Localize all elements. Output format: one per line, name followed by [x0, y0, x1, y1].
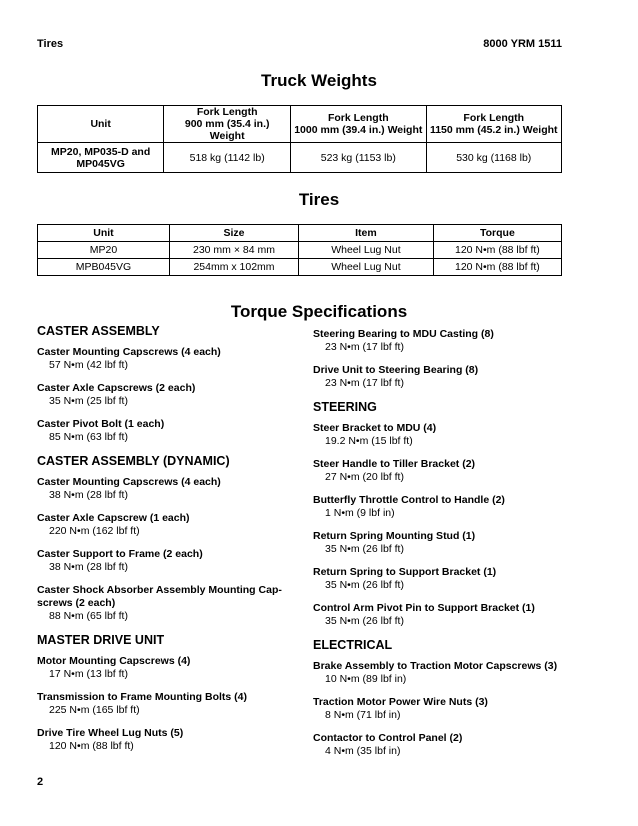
torque-spec-item: [313, 328, 583, 354]
torque-spec-label: [313, 458, 583, 471]
torque-spec-label-line: Return Spring to Support Bracket (1): [313, 566, 497, 578]
tires-cell-torque: 120 N•m (88 lbf ft): [433, 242, 561, 259]
tw-cell-1150: 530 kg (1168 lb): [426, 143, 561, 173]
torque-spec-label: [313, 602, 583, 615]
torque-spec-value: 17 N•m (13 lbf ft): [49, 668, 128, 680]
torque-spec-item: [37, 476, 307, 502]
torque-spec-label: [37, 476, 307, 489]
torque-spec-value: 85 N•m (63 lbf ft): [49, 431, 128, 443]
torque-spec-item: [313, 660, 583, 686]
tw-header-900: Fork Length 900 mm (35.4 in.) Weight: [164, 106, 291, 143]
torque-spec-label: [37, 548, 307, 561]
torque-spec-value: 220 N•m (162 lbf ft): [49, 525, 140, 537]
torque-spec-label-line: Caster Axle Capscrew (1 each): [37, 512, 190, 524]
truck-weights-table: [37, 105, 562, 173]
tw-cell-unit: MP20, MP035-D and MP045VG: [38, 143, 164, 173]
torque-spec-item: [37, 727, 307, 753]
torque-spec-label: [37, 346, 307, 359]
torque-spec-value: 35 N•m (26 lbf ft): [325, 615, 404, 627]
torque-spec-label: [37, 727, 307, 740]
torque-spec-label-line: Caster Mounting Capscrews (4 each): [37, 476, 221, 488]
torque-spec-label: [37, 512, 307, 525]
torque-spec-value: 38 N•m (28 lbf ft): [49, 489, 128, 501]
torque-spec-item: [313, 732, 583, 758]
torque-spec-label-line: Transmission to Frame Mounting Bolts (4): [37, 691, 248, 703]
torque-spec-label: [37, 418, 307, 431]
torque-spec-item: [313, 494, 583, 520]
torque-spec-item: [313, 458, 583, 484]
torque-spec-label-line: Control Arm Pivot Pin to Support Bracket (1): [313, 602, 535, 614]
torque-spec-label-line: Traction Motor Power Wire Nuts (3): [313, 696, 488, 708]
torque-spec-label: [37, 584, 307, 610]
torque-spec-label: [313, 328, 583, 341]
tires-cell-item: Wheel Lug Nut: [299, 242, 434, 259]
tires-cell-unit: MPB045VG: [38, 259, 170, 276]
torque-spec-value: 35 N•m (25 lbf ft): [49, 395, 128, 407]
tires-cell-size: 230 mm × 84 mm: [169, 242, 298, 259]
torque-spec-label-line: Motor Mounting Capscrews (4): [37, 655, 191, 667]
torque-spec-label-line: Caster Support to Frame (2 each): [37, 548, 203, 560]
torque-spec-label: [37, 382, 307, 395]
torque-spec-value: 1 N•m (9 lbf in): [325, 507, 395, 519]
torque-spec-value: 38 N•m (28 lbf ft): [49, 561, 128, 573]
tires-header-size: Size: [169, 225, 298, 242]
torque-spec-value: 57 N•m (42 lbf ft): [49, 359, 128, 371]
torque-spec-label-line: Butterfly Throttle Control to Handle (2): [313, 494, 505, 506]
header-section-title: Tires: [37, 38, 64, 50]
tires-header-item: Item: [299, 225, 434, 242]
tw-cell-1000: 523 kg (1153 lb): [291, 143, 426, 173]
torque-spec-item: [313, 566, 583, 592]
torque-spec-label: [37, 655, 307, 668]
torque-spec-value: 10 N•m (89 lbf in): [325, 673, 407, 685]
torque-spec-item: [37, 512, 307, 538]
torque-left-column: [37, 324, 307, 763]
torque-spec-item: [37, 548, 307, 574]
torque-spec-value: 27 N•m (20 lbf ft): [325, 471, 404, 483]
torque-spec-item: [37, 346, 307, 372]
torque-spec-label: [313, 494, 583, 507]
torque-spec-item: [37, 382, 307, 408]
torque-spec-item: [313, 364, 583, 390]
torque-spec-label: [313, 696, 583, 709]
table-row: [38, 242, 562, 259]
torque-spec-value: 4 N•m (35 lbf in): [325, 745, 401, 757]
torque-spec-label-line: Return Spring Mounting Stud (1): [313, 530, 476, 542]
torque-spec-label-line: Contactor to Control Panel (2): [313, 732, 463, 744]
tw-cell-900: 518 kg (1142 lb): [164, 143, 291, 173]
tires-cell-size: 254mm x 102mm: [169, 259, 298, 276]
tires-cell-unit: MP20: [38, 242, 170, 259]
torque-spec-value: 19.2 N•m (15 lbf ft): [325, 435, 413, 447]
torque-spec-item: [37, 691, 307, 717]
torque-spec-value: 8 N•m (71 lbf in): [325, 709, 401, 721]
tw-header-1000: Fork Length 1000 mm (39.4 in.) Weight: [291, 106, 426, 143]
section-heading: MASTER DRIVE UNIT: [37, 633, 165, 647]
tires-title: Tires: [298, 190, 340, 209]
section-heading: ELECTRICAL: [313, 638, 393, 652]
torque-spec-value: 88 N•m (65 lbf ft): [49, 610, 128, 622]
torque-spec-value: 23 N•m (17 lbf ft): [325, 377, 404, 389]
tires-header-unit: Unit: [38, 225, 170, 242]
tw-header-unit: Unit: [38, 106, 164, 143]
torque-spec-label-line: Steering Bearing to MDU Casting (8): [313, 328, 494, 340]
tw-header-1150: Fork Length 1150 mm (45.2 in.) Weight: [426, 106, 561, 143]
torque-spec-item: [313, 422, 583, 448]
tires-table: [37, 224, 562, 276]
torque-spec-label: [313, 530, 583, 543]
torque-spec-label-line: screws (2 each): [37, 597, 116, 609]
torque-title: Torque Specifications: [230, 302, 408, 321]
torque-spec-label-line: Steer Handle to Tiller Bracket (2): [313, 458, 476, 470]
tires-cell-torque: 120 N•m (88 lbf ft): [433, 259, 561, 276]
torque-spec-label-line: Caster Axle Capscrews (2 each): [37, 382, 196, 394]
torque-spec-value: 120 N•m (88 lbf ft): [49, 740, 134, 752]
torque-spec-value: 35 N•m (26 lbf ft): [325, 543, 404, 555]
torque-spec-label-line: Brake Assembly to Traction Motor Capscrews (3): [313, 660, 558, 672]
page-number: 2: [37, 776, 44, 788]
torque-spec-value: 35 N•m (26 lbf ft): [325, 579, 404, 591]
torque-spec-label: [37, 691, 307, 704]
torque-spec-item: [37, 584, 307, 623]
torque-spec-item: [37, 418, 307, 444]
section-heading: CASTER ASSEMBLY: [37, 324, 160, 338]
table-row: [38, 259, 562, 276]
torque-spec-label: [313, 732, 583, 745]
torque-spec-value: 23 N•m (17 lbf ft): [325, 341, 404, 353]
torque-spec-item: [313, 530, 583, 556]
section-heading: STEERING: [313, 400, 377, 414]
header-document-id: 8000 YRM 1511: [483, 38, 562, 50]
torque-spec-label: [313, 566, 583, 579]
torque-spec-label: [313, 422, 583, 435]
truck-weights-title: Truck Weights: [261, 71, 377, 90]
torque-spec-label-line: Drive Tire Wheel Lug Nuts (5): [37, 727, 184, 739]
tires-header-torque: Torque: [433, 225, 561, 242]
section-heading: CASTER ASSEMBLY (DYNAMIC): [37, 454, 230, 468]
torque-spec-item: [313, 696, 583, 722]
torque-spec-label-line: Drive Unit to Steering Bearing (8): [313, 364, 479, 376]
torque-right-column: [313, 328, 583, 768]
torque-spec-value: 225 N•m (165 lbf ft): [49, 704, 140, 716]
torque-spec-item: [313, 602, 583, 628]
torque-spec-label: [313, 660, 583, 673]
torque-spec-label-line: Caster Pivot Bolt (1 each): [37, 418, 165, 430]
table-row: [38, 143, 562, 173]
torque-spec-label-line: Caster Mounting Capscrews (4 each): [37, 346, 221, 358]
tires-cell-item: Wheel Lug Nut: [299, 259, 434, 276]
torque-spec-label: [313, 364, 583, 377]
torque-spec-item: [37, 655, 307, 681]
torque-spec-label-line: Steer Bracket to MDU (4): [313, 422, 437, 434]
torque-spec-label-line: Caster Shock Absorber Assembly Mounting Cap-: [37, 584, 282, 596]
